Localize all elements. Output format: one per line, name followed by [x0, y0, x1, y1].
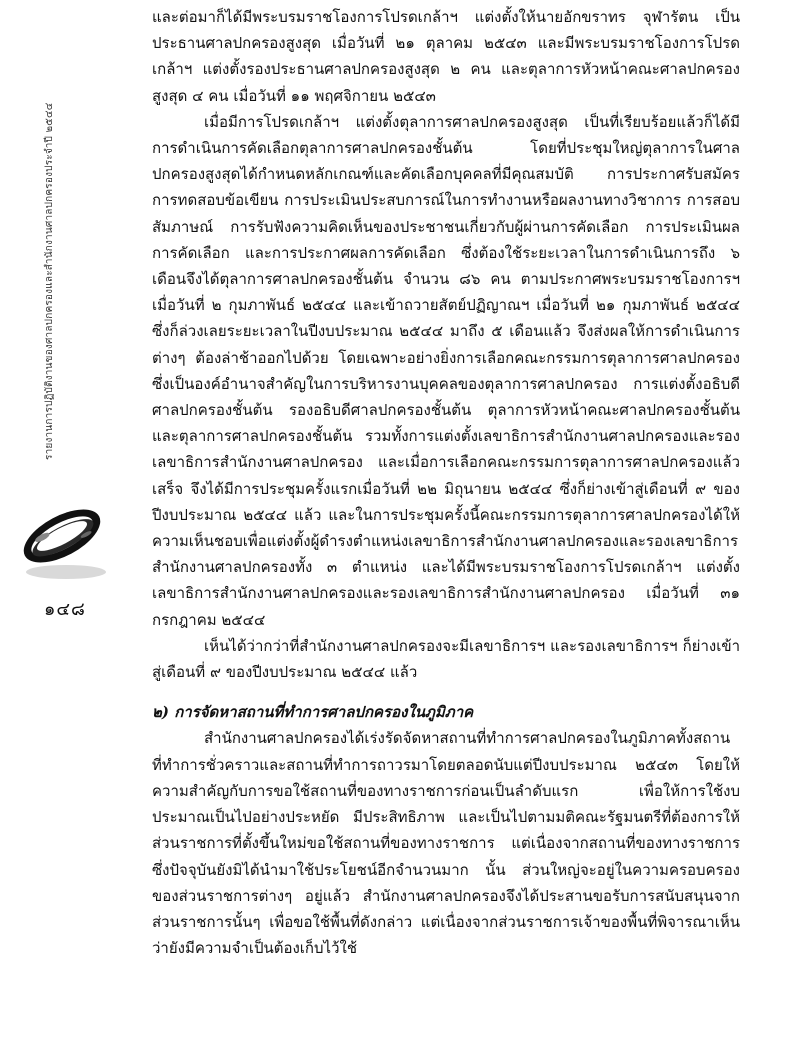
section-heading: ๒) การจัดหาสถานที่ทำการศาลปกครองในภูมิภาค [152, 703, 474, 722]
document-body [152, 4, 740, 961]
spacer [152, 685, 740, 699]
body-paragraph: สำนักงานศาลปกครองได้เร่งรัดจัดหาสถานที่ทำการศาลปกครองในภูมิภาคทั้งสถานที่ทำการชั่วคราวและสถานที่ทำการถาวรมาโดยตลอดนับแต่ปีงบประมาณ ๒๕๔๓ โดยให้ความสำคัญกับการขอใช้สถานที่ของทางราชการก่อนเป็นลำดับแรก เพื่อให้การใช้งบประมาณเป็นไปอย่างประหยัด มีประสิทธิภาพ และเป็นไปตามมติคณะรัฐมนตรีที่ต้องการให้ส่วนราชการที่ตั้งขึ้นใหม่ขอใช้สถานที่ของทางราชการ แต่เนื่องจากสถานที่ของทางราชการซึ่งปัจจุบันยังมิได้นำมาใช้ประโยชน์อีกจำนวนมาก นั้น ส่วนใหญ่จะอยู่ในความครอบครองของส่วนราชการต่างๆ อยู่แล้ว สำนักงานศาลปกครองจึงได้ประสานขอรับการสนับสนุนจากส่วนราชการนั้นๆ เพื่อขอใช้พื้นที่ดังกล่าว แต่เนื่องจากส่วนราชการเจ้าของพื้นที่พิจารณาเห็นว่ายังมีความจำเป็นต้องเก็บไว้ใช้ [152, 729, 740, 958]
body-paragraph: และต่อมาก็ได้มีพระบรมราชโองการโปรดเกล้าฯ แต่งตั้งให้นายอักขราทร จุฬารัตน เป็นประธานศาลปกครองสูงสุด เมื่อวันที่ ๒๑ ตุลาคม ๒๕๔๓ และมีพระบรมราชโองการโปรดเกล้าฯ แต่งตั้งรองประธานศาลปกครองสูงสุด ๒ คน และตุลาการหัวหน้าคณะศาลปกครองสูงสุด ๔ คน เมื่อวันที่ ๑๑ พฤศจิกายน ๒๕๔๓ [152, 8, 740, 105]
body-paragraph: เมื่อมีการโปรดเกล้าฯ แต่งตั้งตุลาการศาลปกครองสูงสุด เป็นที่เรียบร้อยแล้วก็ได้มีการดำเนินการคัดเลือกตุลาการศาลปกครองชั้นต้น โดยที่ประชุมใหญ่ตุลาการในศาลปกครองสูงสุดได้กำหนดหลักเกณฑ์และคัดเลือกบุคคลที่มีคุณสมบัติ การประกาศรับสมัคร การทดสอบข้อเขียน การประเมินประสบการณ์ในการทำงานหรือผลงานทางวิชาการ การสอบสัมภาษณ์ การรับฟังความคิดเห็นของประชาชนเกี่ยวกับผู้ผ่านการคัดเลือก การประเมินผลการคัดเลือก และการประกาศผลการคัดเลือก ซึ่งต้องใช้ระยะเวลาในการดำเนินการถึง ๖ เดือนจึงได้ตุลาการศาลปกครองชั้นต้น จำนวน ๘๖ คน ตามประกาศพระบรมราชโองการฯ เมื่อวันที่ ๒ กุมภาพันธ์ ๒๕๔๔ และเข้าถวายสัตย์ปฏิญาณฯ เมื่อวันที่ ๒๑ กุมภาพันธ์ ๒๕๔๔ ซึ่งก็ล่วงเลยระยะเวลาในปีงบประมาณ ๒๕๔๔ มาถึง ๕ เดือนแล้ว จึงส่งผลให้การดำเนินการต่างๆ ต้องล่าช้าออกไปด้วย โดยเฉพาะอย่างยิ่งการเลือกคณะกรรมการตุลาการศาลปกครอง ซึ่งเป็นองค์อำนาจสำคัญในการบริหารงานบุคคลของตุลาการศาลปกครอง การแต่งตั้งอธิบดีศาลปกครองชั้นต้น รองอธิบดีศาลปกครองชั้นต้น ตุลาการหัวหน้าคณะศาลปกครองชั้นต้น และตุลาการศาลปกครองชั้นต้น รวมทั้งการแต่งตั้งเลขาธิการสำนักงานศาลปกครองและรองเลขาธิการสำนักงานศาลปกครอง และเมื่อการเลือกคณะกรรมการตุลาการศาลปกครองแล้วเสร็จ จึงได้มีการประชุมครั้งแรกเมื่อวันที่ ๒๒ มิถุนายน ๒๕๔๔ ซึ่งก็ย่างเข้าสู่เดือนที่ ๙ ของปีงบประมาณ ๒๕๔๔ แล้ว และในการประชุมครั้งนี้คณะกรรมการตุลาการศาลปกครองได้ให้ความเห็นชอบเพื่อแต่งตั้งผู้ดำรงตำแหน่งเลขาธิการสำนักงานศาลปกครองและรองเลขาธิการสำนักงานศาลปกครองทั้ง ๓ ตำแหน่ง และได้มีพระบรมราชโองการโปรดเกล้าฯ แต่งตั้งเลขาธิการสำนักงานศาลปกครองและรองเลขาธิการสำนักงานศาลปกครอง เมื่อวันที่ ๓๑ กรกฎาคม ๒๕๔๔ [152, 112, 740, 629]
page-number: ๑๔๘ [44, 599, 86, 620]
body-paragraph: เห็นได้ว่ากว่าที่สำนักงานศาลปกครองจะมีเลขาธิการฯ และรองเลขาธิการฯ ก็ย่างเข้าสู่เดือนที่ ๙ ของปีงบประมาณ ๒๕๔๔ แล้ว [152, 636, 740, 682]
ring-emblem-icon [14, 488, 110, 584]
page-margin [0, 0, 140, 1058]
running-title: รายงานการปฏิบัติงานของศาลปกครองและสำนักงานศาลปกครองประจำปี ๒๕๔๔ [44, 102, 55, 460]
